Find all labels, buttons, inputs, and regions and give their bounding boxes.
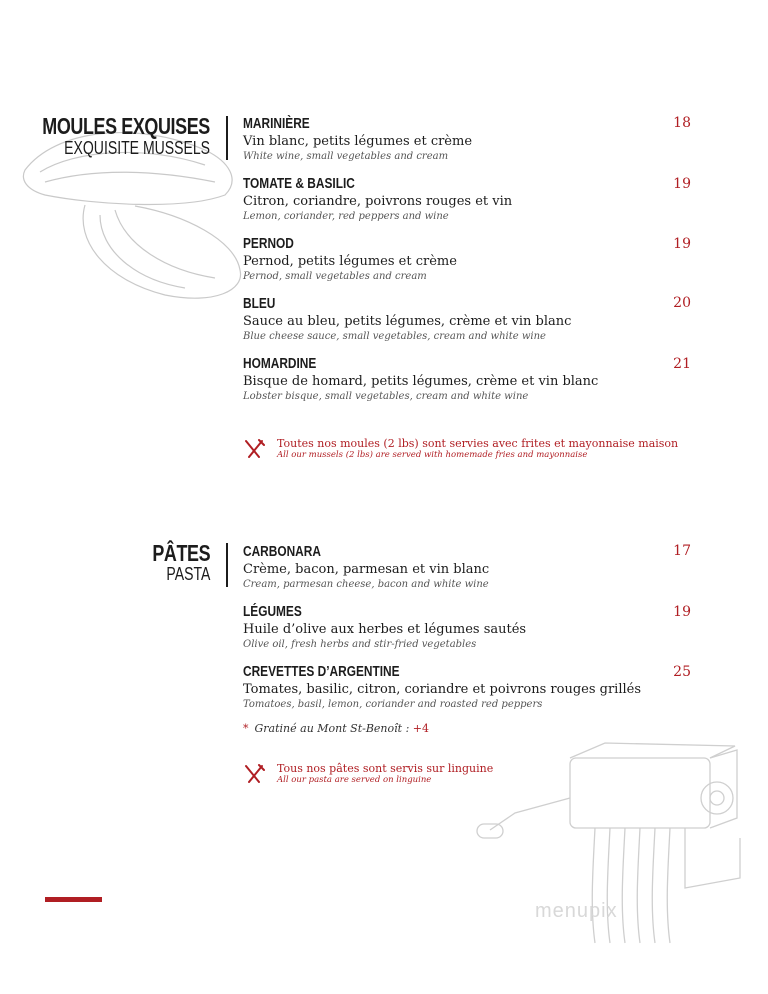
item-name: MARINIÈRE: [243, 116, 310, 132]
item-desc-en: Pernod, small vegetables and cream: [243, 271, 427, 282]
menu-item: [243, 235, 703, 284]
note-en: All our pasta are served on linguine: [277, 775, 432, 785]
menu-item: [243, 115, 703, 164]
item-desc-en: White wine, small vegetables and cream: [243, 151, 449, 162]
item-name: CARBONARA: [243, 544, 321, 560]
item-name: CREVETTES D’ARGENTINE: [243, 664, 400, 680]
note-fr: Toutes nos moules (2 lbs) sont servies avec frites et mayonnaise maison: [277, 437, 679, 450]
item-price: 18: [673, 115, 691, 131]
item-price: 17: [673, 543, 691, 559]
pasta-divider: [226, 543, 228, 587]
item-name: PERNOD: [243, 236, 294, 252]
menu-item: [243, 603, 703, 652]
pasta-title-fr: PÂTES: [152, 540, 210, 566]
item-desc-en: Cream, parmesan cheese, bacon and white wine: [243, 579, 489, 590]
item-desc-fr: Huile d’olive aux herbes et légumes sautés: [243, 622, 527, 637]
item-desc-fr: Tomates, basilic, citron, coriandre et poivrons rouges grillés: [243, 682, 642, 697]
item-desc-en: Lemon, coriander, red peppers and wine: [243, 211, 449, 222]
item-desc-en: Olive oil, fresh herbs and stir-fried vegetables: [243, 639, 477, 650]
item-desc-en: Lobster bisque, small vegetables, cream and white wine: [243, 391, 529, 402]
item-price: 19: [673, 176, 691, 192]
note-en: All our mussels (2 lbs) are served with homemade fries and mayonnaise: [277, 450, 588, 460]
menu-item: [243, 355, 703, 404]
note-fr: Tous nos pâtes sont servis sur linguine: [277, 762, 494, 775]
item-desc-fr: Vin blanc, petits légumes et crème: [243, 134, 473, 149]
watermark: menupix: [535, 900, 618, 922]
item-name: LÉGUMES: [243, 604, 302, 620]
pasta-title-en: PASTA: [166, 564, 210, 584]
item-desc-en: Blue cheese sauce, small vegetables, cream and white wine: [243, 331, 546, 342]
item-name: TOMATE & BASILIC: [243, 176, 355, 192]
mussels-title-en: EXQUISITE MUSSELS: [64, 138, 210, 158]
item-price: 25: [673, 664, 691, 680]
item-desc-en: Tomatoes, basil, lemon, coriander and roasted red peppers: [243, 699, 543, 710]
item-price: 21: [673, 356, 691, 372]
gratin-option: [243, 722, 429, 735]
item-price: 19: [673, 604, 691, 620]
mussels-divider: [226, 116, 228, 160]
asterisk: *: [243, 722, 249, 735]
mussels-title-fr: MOULES EXQUISES: [42, 113, 210, 139]
item-name: BLEU: [243, 296, 276, 312]
gratin-price: +4: [412, 722, 429, 735]
menu-item: [243, 543, 703, 592]
item-name: HOMARDINE: [243, 356, 317, 372]
item-desc-fr: Citron, coriandre, poivrons rouges et vin: [243, 194, 513, 209]
item-price: 19: [673, 236, 691, 252]
fork-knife-icon: [243, 438, 265, 460]
gratin-text: Gratiné au Mont St-Benoît :: [254, 722, 410, 735]
footer-accent-bar: [45, 897, 102, 902]
item-desc-fr: Sauce au bleu, petits légumes, crème et vin blanc: [243, 314, 572, 329]
item-desc-fr: Crème, bacon, parmesan et vin blanc: [243, 562, 490, 577]
fork-knife-icon: [243, 763, 265, 785]
menu-item: [243, 295, 703, 344]
menu-item: [243, 175, 703, 224]
item-price: 20: [673, 295, 691, 311]
menu-item: [243, 663, 703, 712]
item-desc-fr: Bisque de homard, petits légumes, crème et vin blanc: [243, 374, 599, 389]
item-desc-fr: Pernod, petits légumes et crème: [243, 254, 457, 269]
